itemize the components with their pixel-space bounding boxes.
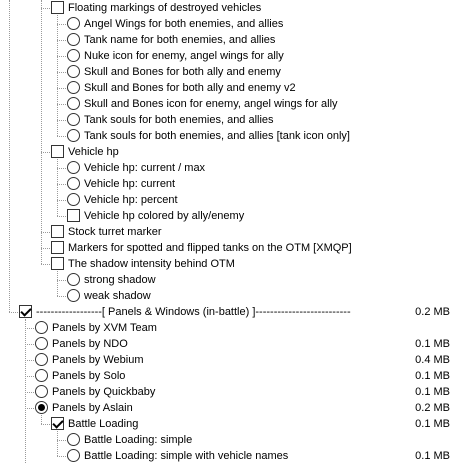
tree-row-tank-souls-for-both-enemies-and-allies-tank-icon[interactable] [0, 128, 459, 144]
tree-row-vehicle-hp-current[interactable] [0, 176, 459, 192]
tree-row-vehicle-hp-colored-by-ally-enemy[interactable] [0, 208, 459, 224]
tree-guide-horizontal [41, 152, 50, 153]
tree-guide-horizontal [25, 328, 34, 329]
tree-item-label: Panels by Aslain [52, 402, 133, 414]
tree-row-panels-by-webium[interactable] [0, 352, 459, 368]
checkbox[interactable] [19, 305, 32, 318]
tree-item-label: Panels by Solo [52, 370, 126, 382]
tree-item-label: Vehicle hp [68, 146, 119, 158]
radio-button[interactable] [35, 401, 48, 414]
tree-row-panels-by-xvm-team[interactable] [0, 320, 459, 336]
download-size: 0.2 MB [415, 402, 450, 414]
tree-guide-horizontal [41, 248, 50, 249]
tree-guide-horizontal [25, 360, 34, 361]
tree-guide-horizontal [25, 408, 34, 409]
tree-guide-horizontal [57, 24, 66, 25]
tree-guide-horizontal [57, 120, 66, 121]
tree-item-label: Vehicle hp colored by ally/enemy [84, 210, 245, 222]
tree-row-vehicle-hp[interactable] [0, 144, 459, 160]
tree-row-vehicle-hp-percent[interactable] [0, 192, 459, 208]
tree-item-label: Battle Loading [68, 418, 139, 430]
tree-guide-horizontal [57, 456, 66, 457]
tree-item-label: Panels by NDO [52, 338, 128, 350]
checkbox[interactable] [51, 145, 64, 158]
tree-guide-horizontal [57, 440, 66, 441]
tree-guide-horizontal [57, 40, 66, 41]
radio-button[interactable] [67, 49, 80, 62]
radio-button[interactable] [67, 129, 80, 142]
download-size: 0.2 MB [415, 306, 450, 318]
tree-row-battle-loading-simple[interactable] [0, 432, 459, 448]
tree-item-label: Angel Wings for both enemies, and allies [84, 18, 284, 30]
tree-guide-horizontal [57, 216, 66, 217]
radio-button[interactable] [67, 17, 80, 30]
radio-button[interactable] [67, 289, 80, 302]
tree-item-label: Skull and Bones icon for enemy, angel wings for ally [84, 98, 338, 110]
tree-guide-horizontal [41, 232, 50, 233]
radio-button[interactable] [67, 273, 80, 286]
download-size: 0.1 MB [415, 338, 450, 350]
checkbox[interactable] [51, 417, 64, 430]
checkbox[interactable] [51, 225, 64, 238]
radio-button[interactable] [35, 369, 48, 382]
tree-item-label: Tank souls for both enemies, and allies [84, 114, 274, 126]
tree-item-label: Vehicle hp: current / max [84, 162, 206, 174]
tree-guide-horizontal [41, 264, 50, 265]
radio-button[interactable] [35, 353, 48, 366]
tree-item-label: Panels by XVM Team [52, 322, 157, 334]
tree-item-label: Vehicle hp: current [84, 178, 176, 190]
radio-button[interactable] [67, 65, 80, 78]
tree-item-label: Stock turret marker [68, 226, 162, 238]
radio-button[interactable] [67, 449, 80, 462]
tree-row-strong-shadow[interactable] [0, 272, 459, 288]
tree-row-skull-and-bones-for-both-ally-and-enemy[interactable] [0, 64, 459, 80]
tree-item-label: ------------------[ Panels & Windows (in-battle) ]-------------------------- [36, 306, 351, 318]
radio-button[interactable] [67, 97, 80, 110]
tree-row-panels-by-ndo[interactable] [0, 336, 459, 352]
tree-item-label: Panels by Quickbaby [52, 386, 156, 398]
tree-item-label: weak shadow [84, 290, 151, 302]
tree-guide-horizontal [57, 104, 66, 105]
download-size: 0.1 MB [415, 386, 450, 398]
tree-item-label: Tank name for both enemies, and allies [84, 34, 276, 46]
tree-row-angel-wings-for-both-enemies-and-allies[interactable] [0, 16, 459, 32]
radio-button[interactable] [67, 161, 80, 174]
tree-row-battle-loading[interactable] [0, 416, 459, 432]
tree-row-markers-for-spotted-and-flipped-tanks-on-the-otm[interactable] [0, 240, 459, 256]
tree-row-tank-name-for-both-enemies-and-allies[interactable] [0, 32, 459, 48]
tree-guide-horizontal [25, 344, 34, 345]
radio-button[interactable] [67, 177, 80, 190]
tree-row-panels-by-solo[interactable] [0, 368, 459, 384]
tree-guide-horizontal [25, 376, 34, 377]
tree-guide-horizontal [57, 72, 66, 73]
tree-item-label: Battle Loading: simple [84, 434, 193, 446]
tree-guide-horizontal [57, 280, 66, 281]
download-size: 0.4 MB [415, 354, 450, 366]
tree-row-weak-shadow[interactable] [0, 288, 459, 304]
tree-row-the-shadow-intensity-behind-otm[interactable] [0, 256, 459, 272]
tree-item-label: Battle Loading: simple with vehicle names [84, 450, 289, 462]
radio-button[interactable] [67, 433, 80, 446]
tree-row-floating-markings-of-destroyed-vehicles[interactable] [0, 0, 459, 16]
tree-item-label: Vehicle hp: percent [84, 194, 178, 206]
tree-row-vehicle-hp-current-max[interactable] [0, 160, 459, 176]
tree-guide-horizontal [57, 168, 66, 169]
tree-row-skull-and-bones-for-both-ally-and-enemy-v2[interactable] [0, 80, 459, 96]
radio-button[interactable] [35, 321, 48, 334]
tree-item-label: Tank souls for both enemies, and allies [tank icon only] [84, 130, 350, 142]
download-size: 0.1 MB [415, 370, 450, 382]
tree-row-panels-windows-in-battle[interactable] [0, 304, 459, 320]
radio-button[interactable] [67, 193, 80, 206]
tree-guide-horizontal [41, 8, 50, 9]
tree-row-battle-loading-simple-with-vehicle-names[interactable] [0, 448, 459, 464]
tree-item-label: strong shadow [84, 274, 156, 286]
download-size: 0.1 MB [415, 450, 450, 462]
tree-item-label: Markers for spotted and flipped tanks on the OTM [XMQP] [68, 242, 352, 254]
checkbox[interactable] [51, 1, 64, 14]
tree-guide-horizontal [9, 312, 18, 313]
tree-item-label: Panels by Webium [52, 354, 144, 366]
radio-button[interactable] [67, 81, 80, 94]
tree-item-label: Skull and Bones for both ally and enemy [84, 66, 281, 78]
tree-guide-horizontal [57, 296, 66, 297]
checkbox[interactable] [67, 209, 80, 222]
tree-row-skull-and-bones-icon-for-enemy-angel-wings-for-a[interactable] [0, 96, 459, 112]
tree-row-tank-souls-for-both-enemies-and-allies[interactable] [0, 112, 459, 128]
radio-button[interactable] [67, 33, 80, 46]
radio-button[interactable] [35, 385, 48, 398]
tree-item-label: Floating markings of destroyed vehicles [68, 2, 262, 14]
tree-guide-horizontal [57, 136, 66, 137]
tree-item-label: The shadow intensity behind OTM [68, 258, 235, 270]
radio-button[interactable] [35, 337, 48, 350]
checkbox[interactable] [51, 241, 64, 254]
tree-guide-horizontal [57, 200, 66, 201]
tree-item-label: Skull and Bones for both ally and enemy v2 [84, 82, 296, 94]
tree-guide-horizontal [57, 88, 66, 89]
checkbox[interactable] [51, 257, 64, 270]
download-size: 0.1 MB [415, 418, 450, 430]
tree-guide-horizontal [41, 424, 50, 425]
radio-button[interactable] [67, 113, 80, 126]
tree-row-panels-by-aslain[interactable] [0, 400, 459, 416]
tree-item-label: Nuke icon for enemy, angel wings for ally [84, 50, 284, 62]
tree-guide-horizontal [57, 56, 66, 57]
tree-row-nuke-icon-for-enemy-angel-wings-for-ally[interactable] [0, 48, 459, 64]
tree-row-panels-by-quickbaby[interactable] [0, 384, 459, 400]
tree-guide-horizontal [57, 184, 66, 185]
tree-row-stock-turret-marker[interactable] [0, 224, 459, 240]
tree-guide-horizontal [25, 392, 34, 393]
